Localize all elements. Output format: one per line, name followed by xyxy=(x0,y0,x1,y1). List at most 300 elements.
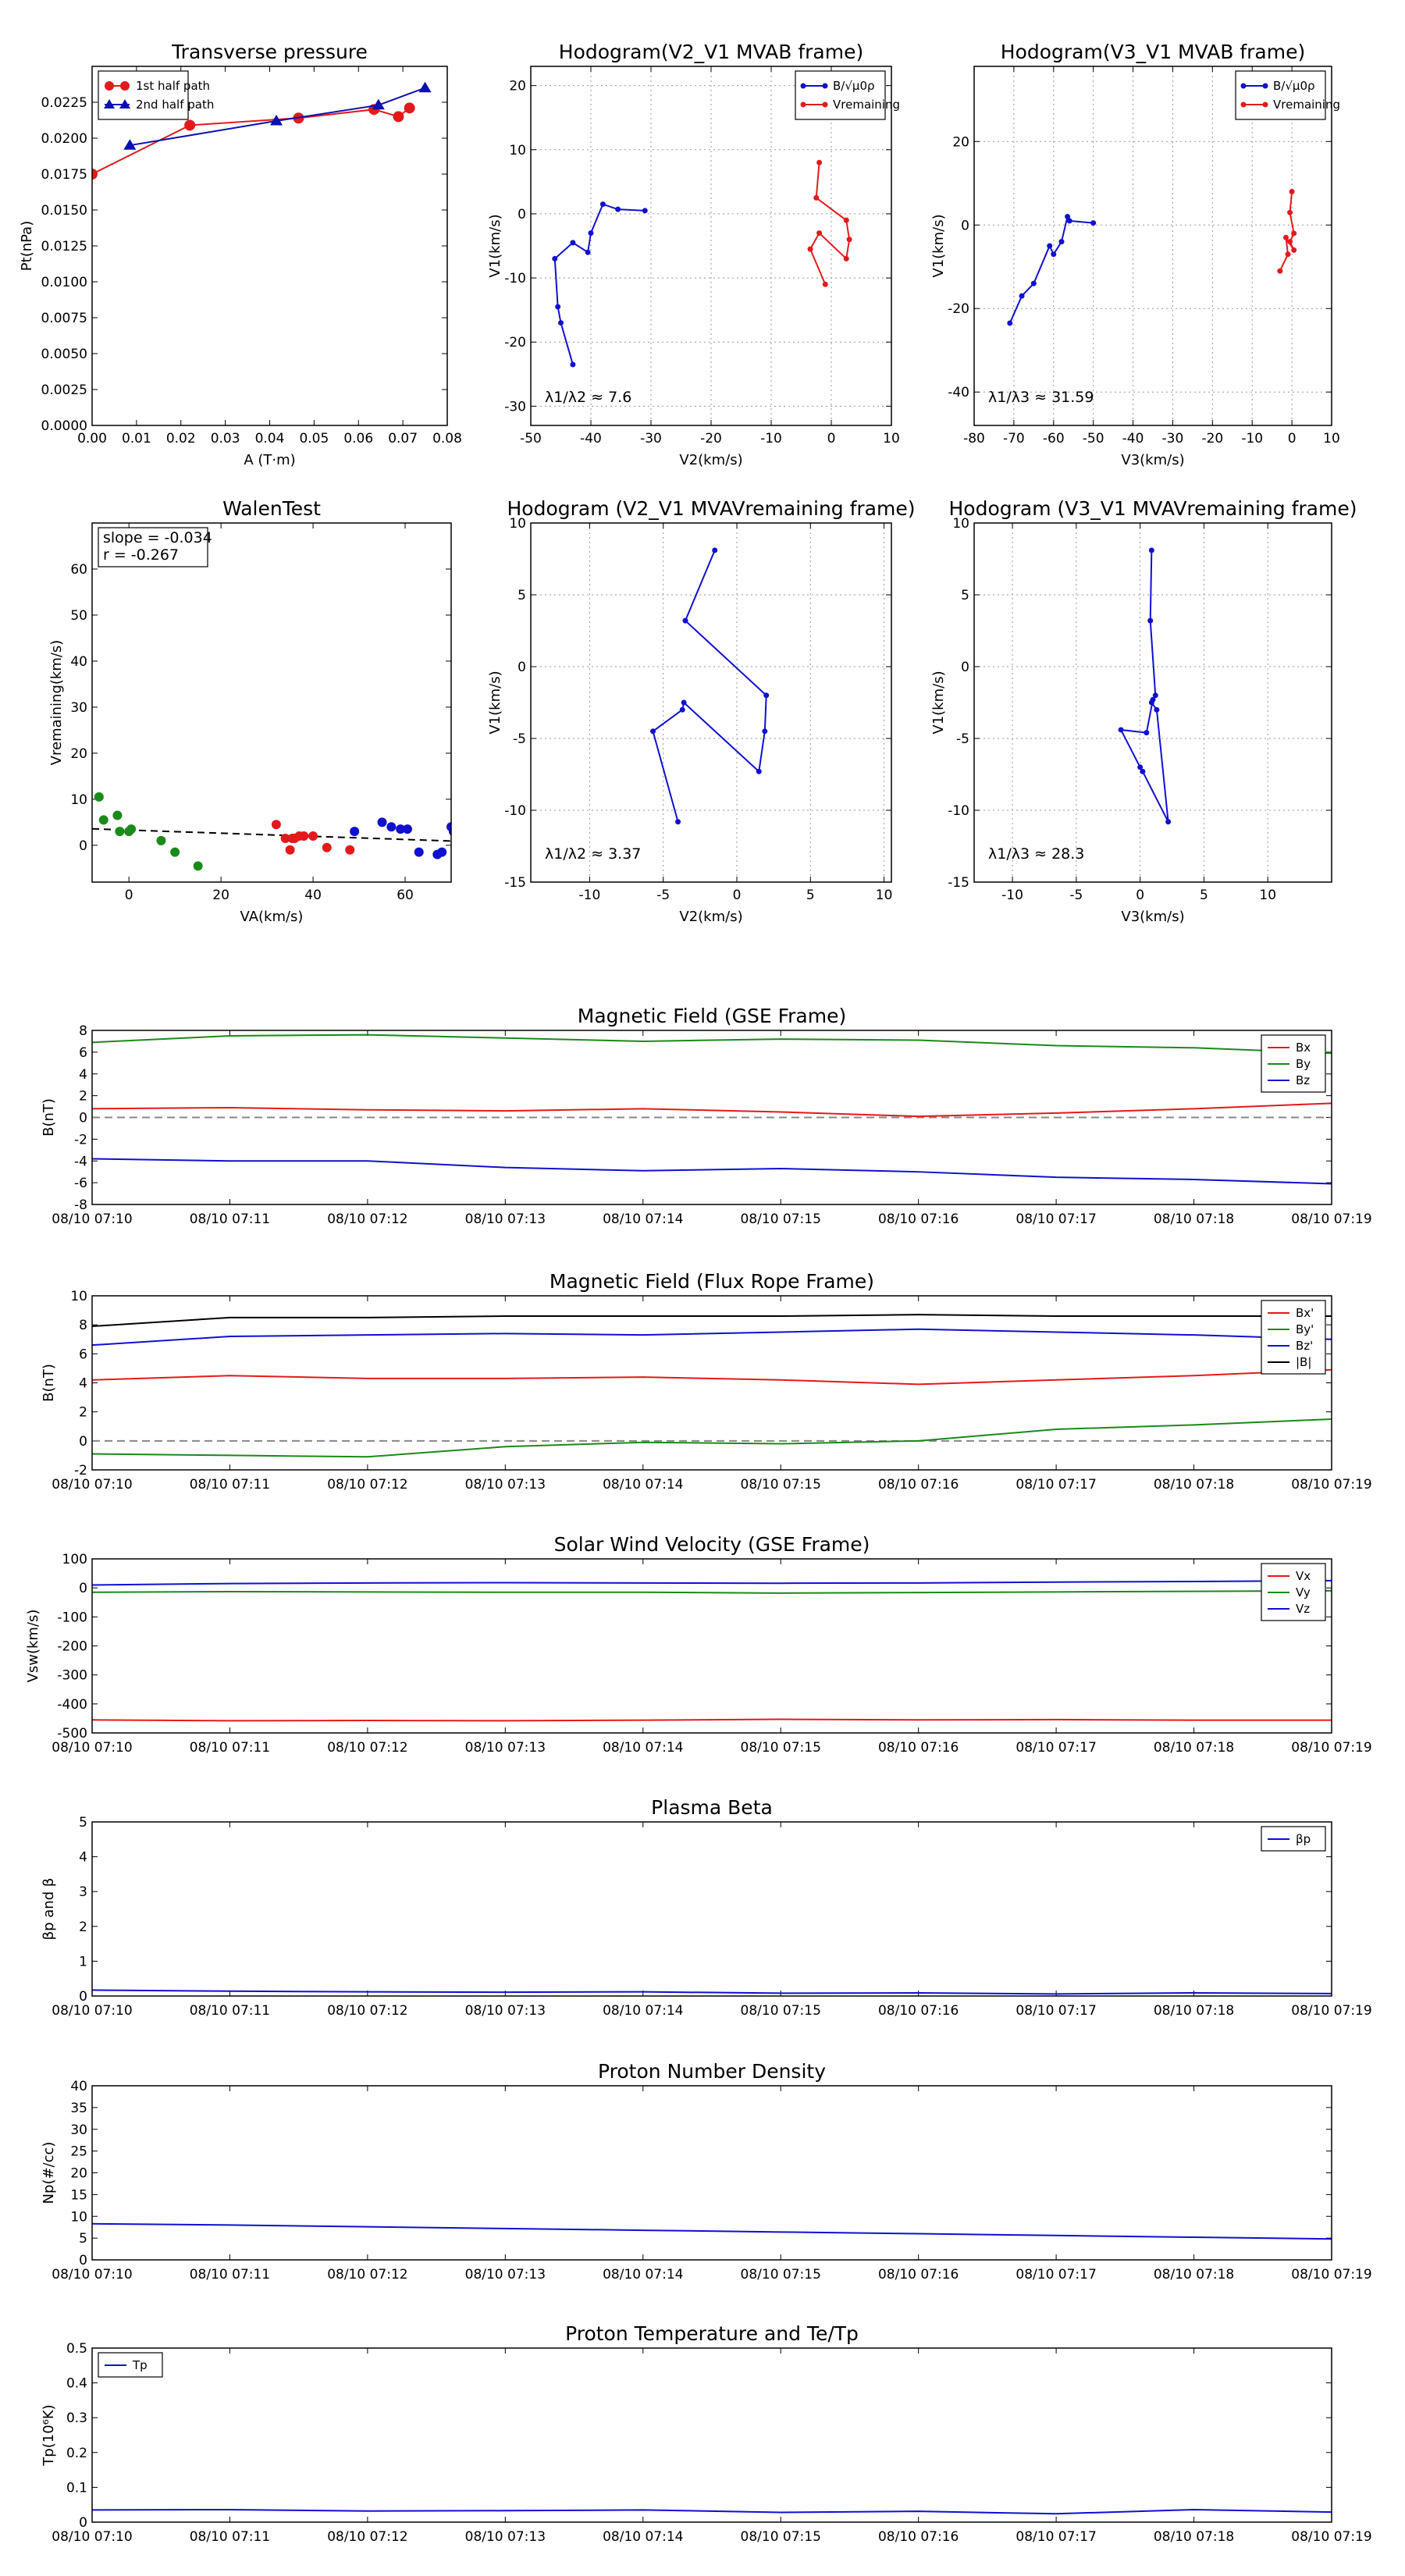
x-tick-label: 08/10 07:17 xyxy=(1016,2267,1097,2282)
x-tick-label: -10 xyxy=(1001,888,1023,903)
x-tick-label: -10 xyxy=(760,431,782,447)
chart-plasma-beta xyxy=(41,1796,1372,2019)
y-tick-label: 0 xyxy=(79,1110,87,1126)
y-tick-label: 20 xyxy=(952,134,969,151)
x-tick-label: -40 xyxy=(580,431,602,447)
y-tick-label: 25 xyxy=(70,2144,87,2160)
legend-label: 1st half path xyxy=(136,79,211,93)
y-tick-label: 30 xyxy=(70,699,87,716)
data-point xyxy=(650,728,656,734)
data-point xyxy=(322,843,332,852)
y-tick-label: 0.0050 xyxy=(41,347,87,362)
x-axis-label: V2(km/s) xyxy=(679,452,743,468)
chart-title: Transverse pressure xyxy=(172,41,368,63)
data-point xyxy=(683,618,688,624)
chart-transverse-pressure xyxy=(19,41,462,468)
y-tick-label: 0.0225 xyxy=(41,95,87,111)
x-tick-label: 0.06 xyxy=(343,431,374,447)
x-tick-label: 08/10 07:16 xyxy=(877,1212,959,1227)
y-tick-label: 2 xyxy=(79,1088,87,1105)
x-tick-label: 10 xyxy=(1323,431,1340,447)
x-tick-label: 08/10 07:10 xyxy=(52,1477,133,1493)
series-line-1 xyxy=(92,1419,1332,1457)
chart-title: Hodogram (V3_V1 MVAVremaining frame) xyxy=(948,497,1357,520)
eigenvalue-ratio-annotation: λ1/λ2 ≈ 7.6 xyxy=(545,389,632,406)
x-tick-label: 08/10 07:14 xyxy=(603,1477,684,1493)
y-tick-label: 0 xyxy=(79,838,87,854)
y-tick-label: -4 xyxy=(74,1154,87,1170)
x-tick-label: 0.07 xyxy=(388,431,418,447)
x-tick-label: 08/10 07:15 xyxy=(740,2003,821,2019)
x-tick-label: -20 xyxy=(700,431,722,447)
y-tick-label: 0.0200 xyxy=(41,131,87,147)
data-point xyxy=(712,547,717,553)
data-point xyxy=(378,817,387,827)
x-tick-label: 10 xyxy=(883,431,900,447)
series-line-2 xyxy=(92,1158,1332,1183)
chart-title: Proton Temperature and Te/Tp xyxy=(565,2322,859,2345)
x-tick-label: 08/10 07:17 xyxy=(1016,2529,1097,2545)
x-axis-label: VA(km/s) xyxy=(240,909,304,925)
y-axis-label: Np(#/cc) xyxy=(41,2141,57,2204)
x-tick-label: -80 xyxy=(963,431,985,447)
stats-line: slope = -0.034 xyxy=(103,529,212,546)
y-axis-label: V1(km/s) xyxy=(487,214,503,278)
eigenvalue-ratio-annotation: λ1/λ2 ≈ 3.37 xyxy=(545,845,642,863)
data-point xyxy=(386,822,396,831)
chart-magnetic-field-flux-rope xyxy=(41,1270,1372,1493)
y-tick-label: 0 xyxy=(79,2253,87,2268)
legend-label: Vz xyxy=(1296,1602,1311,1616)
series-line-3 xyxy=(92,1315,1332,1326)
x-tick-label: 08/10 07:12 xyxy=(327,2003,408,2019)
y-tick-label: 0 xyxy=(79,1433,87,1450)
y-tick-label: 10 xyxy=(70,1289,87,1304)
chart-hodogram-v3v1-mvab xyxy=(930,41,1340,468)
y-tick-label: 2 xyxy=(79,1404,87,1421)
legend-label: Vremaining xyxy=(1273,98,1341,112)
data-point xyxy=(94,792,104,802)
y-tick-label: -10 xyxy=(504,271,526,287)
series-line-1 xyxy=(810,162,849,284)
y-tick-label: 50 xyxy=(70,607,87,624)
data-point xyxy=(112,810,122,820)
plot-frame xyxy=(531,523,891,882)
y-axis-label: Tp(10⁶K) xyxy=(41,2404,57,2466)
y-tick-label: 10 xyxy=(70,2209,87,2226)
x-tick-label: 08/10 07:11 xyxy=(189,1477,271,1493)
x-tick-label: -10 xyxy=(578,888,601,903)
data-point xyxy=(299,831,308,841)
y-tick-label: 0 xyxy=(79,2515,87,2531)
x-tick-label: 08/10 07:13 xyxy=(464,1740,546,1756)
y-tick-label: 10 xyxy=(509,516,526,532)
y-tick-label: -15 xyxy=(504,875,526,891)
x-tick-label: 08/10 07:11 xyxy=(189,2267,271,2282)
data-point xyxy=(115,827,124,836)
chart-title: Proton Number Density xyxy=(598,2060,826,2083)
data-point xyxy=(1154,707,1159,713)
y-tick-label: 10 xyxy=(70,792,87,808)
plot-area xyxy=(552,160,852,368)
data-point xyxy=(589,230,594,236)
x-tick-label: -60 xyxy=(1042,431,1065,447)
x-tick-label: 08/10 07:15 xyxy=(740,1740,821,1756)
y-tick-label: 6 xyxy=(79,1347,87,1363)
data-point xyxy=(1119,727,1124,732)
chart-title: Hodogram(V3_V1 MVAB frame) xyxy=(1000,41,1306,63)
x-tick-label: 08/10 07:12 xyxy=(327,1477,408,1493)
x-tick-label: -20 xyxy=(1201,431,1224,447)
y-tick-label: 4 xyxy=(79,1066,87,1083)
x-tick-label: -70 xyxy=(1002,431,1025,447)
x-tick-label: -5 xyxy=(656,888,670,903)
y-tick-label: 10 xyxy=(952,516,969,532)
x-tick-label: 08/10 07:11 xyxy=(189,2529,271,2545)
legend-label: B/√μ0ρ xyxy=(833,79,875,93)
data-point xyxy=(1283,235,1289,240)
data-point xyxy=(681,700,687,706)
data-point xyxy=(437,848,446,857)
x-tick-label: 0 xyxy=(1136,888,1145,903)
x-tick-label: 08/10 07:16 xyxy=(877,1477,959,1493)
chart-magnetic-field-gse xyxy=(41,1005,1372,1227)
x-tick-label: 10 xyxy=(1259,888,1277,903)
x-tick-label: 08/10 07:10 xyxy=(52,2267,133,2282)
data-point xyxy=(1047,244,1052,249)
data-point xyxy=(404,102,415,113)
x-tick-label: 08/10 07:19 xyxy=(1291,1740,1372,1756)
y-axis-label: Pt(nPa) xyxy=(19,220,35,272)
series-line-0 xyxy=(92,2224,1332,2240)
series-line-0 xyxy=(653,550,767,822)
y-tick-label: 15 xyxy=(70,2187,87,2204)
y-tick-label: 30 xyxy=(70,2122,87,2138)
x-tick-label: 08/10 07:16 xyxy=(877,1740,959,1756)
x-tick-label: 08/10 07:13 xyxy=(464,2267,546,2282)
chart-title: Plasma Beta xyxy=(651,1796,773,1819)
chart-solar-wind-velocity xyxy=(25,1533,1372,1756)
data-point xyxy=(170,848,180,857)
chart-title: Magnetic Field (GSE Frame) xyxy=(577,1005,847,1027)
y-axis-label: Vremaining(km/s) xyxy=(48,639,65,766)
y-tick-label: 0.0125 xyxy=(41,239,87,254)
data-point xyxy=(1286,251,1291,257)
x-axis-label: A (T·m) xyxy=(244,452,296,468)
legend-label: 2nd half path xyxy=(136,98,215,112)
legend-label: B/√μ0ρ xyxy=(1273,79,1315,93)
y-tick-label: 0 xyxy=(961,660,969,675)
y-tick-label: 0 xyxy=(961,218,969,234)
x-tick-label: -50 xyxy=(1082,431,1104,447)
data-point xyxy=(1165,819,1171,824)
legend-label: Vy xyxy=(1296,1585,1311,1599)
x-tick-label: 60 xyxy=(397,888,414,903)
chart-hodogram-v3v1-mvav xyxy=(930,497,1357,925)
x-tick-label: 08/10 07:14 xyxy=(603,2003,684,2019)
data-point xyxy=(393,111,404,122)
y-tick-label: -10 xyxy=(504,803,526,819)
x-tick-label: 08/10 07:12 xyxy=(327,1212,408,1227)
y-tick-label: 0 xyxy=(79,1989,87,2005)
y-tick-label: -5 xyxy=(513,731,526,747)
chart-title: Magnetic Field (Flux Rope Frame) xyxy=(549,1270,875,1293)
x-tick-label: 08/10 07:14 xyxy=(603,1740,684,1756)
data-point xyxy=(1147,618,1153,624)
chart-hodogram-v2v1-mvav xyxy=(487,497,916,925)
data-point xyxy=(1277,269,1282,274)
data-point xyxy=(808,247,813,252)
data-point xyxy=(286,845,295,855)
y-axis-label: V1(km/s) xyxy=(930,671,947,735)
y-tick-label: 0.2 xyxy=(66,2445,87,2461)
y-tick-label: 0.0100 xyxy=(41,275,87,290)
y-axis-label: B(nT) xyxy=(41,1098,57,1137)
x-axis-label: V3(km/s) xyxy=(1121,452,1185,468)
x-tick-label: 0.02 xyxy=(165,431,196,447)
legend-label: |B| xyxy=(1296,1355,1312,1369)
x-tick-label: 08/10 07:13 xyxy=(464,2529,546,2545)
x-tick-label: 0 xyxy=(1287,431,1297,447)
stats-line: r = -0.267 xyxy=(103,546,180,564)
legend-label: Bx xyxy=(1296,1041,1311,1055)
y-tick-label: -200 xyxy=(57,1638,87,1655)
x-tick-label: 08/10 07:19 xyxy=(1291,1477,1372,1493)
data-point xyxy=(555,304,560,310)
x-tick-label: -30 xyxy=(640,431,662,447)
data-point xyxy=(570,361,575,367)
plot-area xyxy=(1007,189,1297,326)
x-tick-label: 0 xyxy=(124,888,133,903)
series-line-2 xyxy=(92,1329,1332,1345)
y-tick-label: 0.0075 xyxy=(41,311,87,326)
x-tick-label: 5 xyxy=(806,888,815,903)
chart-proton-number-density xyxy=(41,2060,1372,2282)
data-point xyxy=(1291,247,1297,253)
x-tick-label: 08/10 07:14 xyxy=(603,2267,684,2282)
y-tick-label: -400 xyxy=(57,1696,87,1713)
x-tick-label: 08/10 07:15 xyxy=(740,1477,821,1493)
data-point xyxy=(1007,320,1012,326)
x-axis-label: V2(km/s) xyxy=(679,909,743,925)
y-tick-label: 0.0000 xyxy=(41,418,87,434)
x-tick-label: 08/10 07:14 xyxy=(603,1212,684,1227)
chart-walen-test xyxy=(48,497,458,925)
data-point xyxy=(345,845,354,855)
plot-area xyxy=(650,547,769,824)
data-point xyxy=(680,707,685,713)
plot-frame xyxy=(92,2086,1332,2260)
data-point xyxy=(1065,214,1070,219)
data-point xyxy=(600,201,606,207)
series-line-1 xyxy=(92,1035,1332,1054)
x-tick-label: 08/10 07:16 xyxy=(877,2267,959,2282)
data-point xyxy=(308,831,318,841)
y-tick-label: 8 xyxy=(79,1318,87,1334)
chart-title: Hodogram(V2_V1 MVAB frame) xyxy=(558,41,864,63)
data-point xyxy=(1090,220,1096,226)
x-tick-label: 08/10 07:10 xyxy=(52,1740,133,1756)
plot-frame xyxy=(92,1559,1332,1733)
plot-frame xyxy=(974,66,1332,425)
chart-title: WalenTest xyxy=(222,497,321,520)
x-tick-label: 08/10 07:10 xyxy=(52,2003,133,2019)
eigenvalue-ratio-annotation: λ1/λ3 ≈ 28.3 xyxy=(988,845,1085,863)
plot-area xyxy=(1119,547,1172,824)
y-tick-label: 0.0175 xyxy=(41,167,87,183)
x-tick-label: 08/10 07:12 xyxy=(327,2529,408,2545)
legend-marker xyxy=(1241,84,1247,89)
data-point xyxy=(350,827,359,836)
y-tick-label: 6 xyxy=(79,1044,87,1061)
chart-title: Hodogram (V2_V1 MVAVremaining frame) xyxy=(507,497,916,520)
y-tick-label: -15 xyxy=(948,875,969,891)
data-point xyxy=(813,195,819,201)
y-tick-label: 40 xyxy=(70,653,87,670)
series-line-0 xyxy=(92,1990,1332,1994)
series-line-0 xyxy=(92,2510,1332,2514)
x-tick-label: 5 xyxy=(1200,888,1208,903)
y-tick-label: 5 xyxy=(79,1815,87,1831)
x-tick-label: 10 xyxy=(875,888,893,903)
data-point xyxy=(1144,730,1149,735)
legend-marker xyxy=(1263,102,1268,108)
x-tick-label: 0.05 xyxy=(299,431,329,447)
legend-marker xyxy=(823,102,828,108)
data-point xyxy=(156,836,165,845)
y-axis-label: B(nT) xyxy=(41,1364,57,1402)
data-point xyxy=(762,728,767,734)
x-tick-label: 08/10 07:17 xyxy=(1016,1477,1097,1493)
y-tick-label: 20 xyxy=(509,78,526,94)
x-tick-label: 08/10 07:10 xyxy=(52,1212,133,1227)
x-tick-label: 08/10 07:17 xyxy=(1016,1212,1097,1227)
x-tick-label: 0.04 xyxy=(254,431,285,447)
x-tick-label: 0.01 xyxy=(121,431,151,447)
plot-frame xyxy=(92,2348,1332,2522)
data-point xyxy=(847,237,852,242)
legend-label: Bx' xyxy=(1296,1306,1314,1320)
legend-label: Bz' xyxy=(1296,1339,1314,1353)
x-tick-label: 08/10 07:17 xyxy=(1016,2003,1097,2019)
legend-marker xyxy=(120,81,130,91)
y-tick-label: 60 xyxy=(70,561,87,578)
legend-marker xyxy=(105,81,114,91)
series-line-0 xyxy=(555,205,646,365)
data-point xyxy=(756,769,762,774)
legend-label: Bz xyxy=(1296,1073,1311,1087)
y-tick-label: 4 xyxy=(79,1849,87,1866)
data-point xyxy=(99,815,108,824)
y-tick-label: 0 xyxy=(518,660,526,675)
legend-marker xyxy=(801,102,806,108)
y-tick-label: 0 xyxy=(518,206,526,222)
series-line-0 xyxy=(1121,550,1168,822)
x-tick-label: 08/10 07:18 xyxy=(1153,2267,1235,2282)
data-point xyxy=(844,256,849,262)
data-point xyxy=(615,207,621,212)
y-tick-label: 35 xyxy=(70,2100,87,2116)
data-point xyxy=(1291,230,1297,236)
data-point xyxy=(1051,251,1056,257)
data-point xyxy=(194,861,203,870)
x-tick-label: 08/10 07:18 xyxy=(1153,1477,1235,1493)
data-point xyxy=(403,824,412,834)
y-tick-label: -40 xyxy=(948,385,969,401)
data-point xyxy=(1289,189,1295,194)
y-tick-label: -20 xyxy=(948,301,969,318)
legend-marker xyxy=(1241,102,1247,108)
data-point xyxy=(1287,210,1293,215)
data-point xyxy=(558,320,564,326)
data-point xyxy=(184,119,195,130)
y-tick-label: 40 xyxy=(70,2079,87,2094)
data-point xyxy=(1058,239,1064,244)
data-point xyxy=(414,848,424,857)
legend-label: By xyxy=(1296,1057,1311,1071)
x-tick-label: 08/10 07:11 xyxy=(189,1212,271,1227)
y-tick-label: -6 xyxy=(74,1176,87,1192)
x-tick-label: 08/10 07:16 xyxy=(877,2003,959,2019)
plot-frame xyxy=(92,1822,1332,1996)
legend-label: Vremaining xyxy=(833,98,901,112)
x-tick-label: 08/10 07:13 xyxy=(464,1477,546,1493)
y-tick-label: -100 xyxy=(57,1610,87,1626)
x-tick-label: 08/10 07:13 xyxy=(464,2003,546,2019)
series-line-1 xyxy=(92,1591,1332,1593)
data-point xyxy=(419,82,432,93)
x-tick-label: 08/10 07:12 xyxy=(327,2267,408,2282)
y-tick-label: 1 xyxy=(79,1954,87,1970)
x-tick-label: 08/10 07:12 xyxy=(327,1740,408,1756)
x-tick-label: 08/10 07:11 xyxy=(189,2003,271,2019)
y-tick-label: -2 xyxy=(74,1463,87,1478)
x-tick-label: 40 xyxy=(304,888,322,903)
y-tick-label: -30 xyxy=(504,399,526,415)
y-axis-label: Vsw(km/s) xyxy=(25,1609,41,1683)
x-tick-label: 08/10 07:19 xyxy=(1291,1212,1372,1227)
legend-label: βp xyxy=(1296,1832,1311,1846)
y-tick-label: -2 xyxy=(74,1132,87,1148)
y-tick-label: -500 xyxy=(57,1726,87,1742)
x-tick-label: 08/10 07:18 xyxy=(1153,1212,1235,1227)
y-tick-label: -10 xyxy=(948,803,969,819)
x-tick-label: 08/10 07:13 xyxy=(464,1212,546,1227)
x-tick-label: 08/10 07:15 xyxy=(740,1212,821,1227)
plot-area xyxy=(92,792,458,870)
legend-marker xyxy=(823,84,828,89)
y-tick-label: 5 xyxy=(79,2231,87,2247)
x-axis-label: V3(km/s) xyxy=(1121,909,1185,925)
y-tick-label: -300 xyxy=(57,1667,87,1684)
y-tick-label: 10 xyxy=(509,142,526,158)
x-tick-label: -30 xyxy=(1161,431,1184,447)
x-tick-label: 08/10 07:17 xyxy=(1016,1740,1097,1756)
x-tick-label: 08/10 07:10 xyxy=(52,2529,133,2545)
legend-label: Tp xyxy=(133,2358,148,2372)
y-tick-label: -8 xyxy=(74,1197,87,1213)
chart-hodogram-v2v1-mvab xyxy=(487,41,900,468)
data-point xyxy=(272,820,281,829)
x-tick-label: -40 xyxy=(1122,431,1144,447)
data-point xyxy=(552,256,557,262)
data-point xyxy=(1151,697,1156,703)
x-tick-label: 08/10 07:15 xyxy=(740,2529,821,2545)
y-tick-label: -20 xyxy=(504,335,526,351)
x-tick-label: 08/10 07:14 xyxy=(603,2529,684,2545)
x-tick-label: 0 xyxy=(827,431,836,447)
x-tick-label: -10 xyxy=(1241,431,1264,447)
